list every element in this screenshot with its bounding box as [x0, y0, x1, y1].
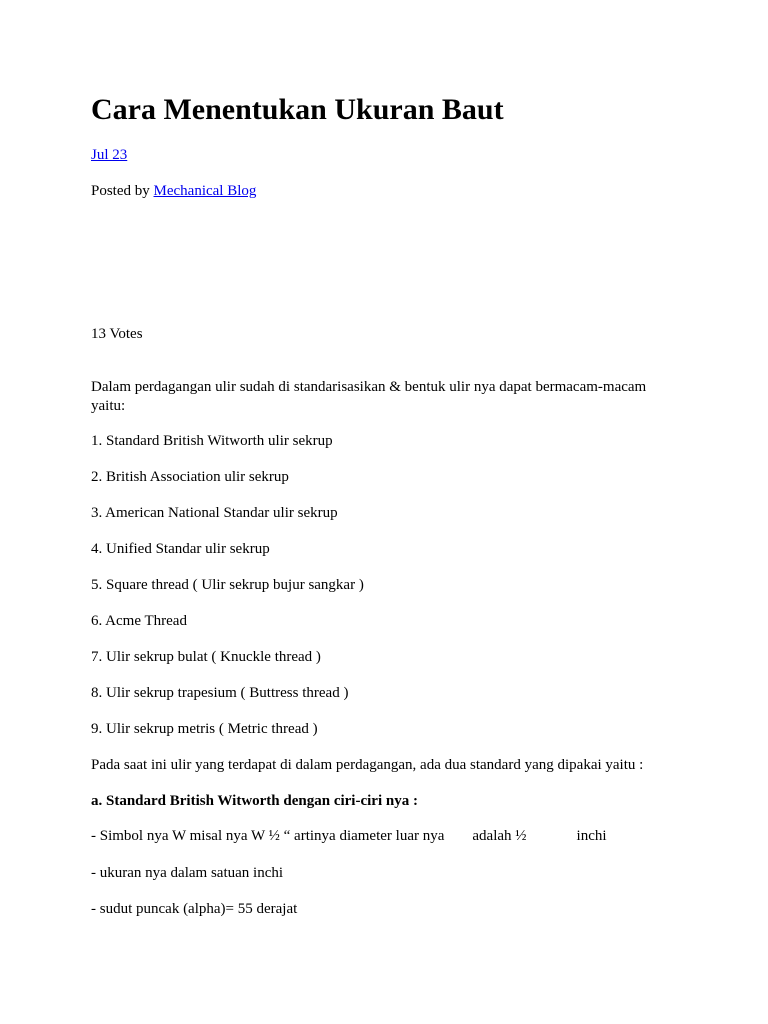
posted-by-label: Posted by — [91, 183, 150, 199]
author-link[interactable]: Mechanical Blog — [153, 183, 257, 199]
list-item: 1. Standard British Witworth ulir sekrup — [91, 433, 333, 449]
unit-line: - ukuran nya dalam satuan inchi — [91, 865, 284, 881]
date-link[interactable]: Jul 23 — [91, 147, 128, 163]
list-item: 5. Square thread ( Ulir sekrup bujur sangkar ) — [91, 577, 364, 593]
list-item: 3. American National Standar ulir sekrup — [91, 505, 338, 521]
date-line — [91, 146, 127, 165]
symbol-unit: inchi — [576, 828, 607, 844]
list-item: 2. British Association ulir sekrup — [91, 469, 289, 485]
symbol-value: adalah ½ — [472, 828, 527, 844]
list-item: 7. Ulir sekrup bulat ( Knuckle thread ) — [91, 649, 321, 665]
list-item: 4. Unified Standar ulir sekrup — [91, 541, 270, 557]
intro-paragraph: Dalam perdagangan ulir sudah di standarisasikan & bentuk ulir nya dapat bermacam-macam yaitu: — [91, 379, 647, 414]
list-item: 6. Acme Thread — [91, 613, 187, 629]
article-title: Cara Menentukan Ukuran Baut — [91, 93, 504, 126]
posted-by-line — [91, 182, 256, 201]
list-item: 8. Ulir sekrup trapesium ( Buttress thread ) — [91, 685, 349, 701]
standards-intro: Pada saat ini ulir yang terdapat di dalam perdagangan, ada dua standard yang dipakai yaitu : — [91, 757, 644, 773]
section-heading: a. Standard British Witworth dengan ciri-ciri nya : — [91, 793, 418, 809]
angle-line: - sudut puncak (alpha)= 55 derajat — [91, 901, 298, 917]
symbol-line — [91, 827, 607, 846]
list-item: 9. Ulir sekrup metris ( Metric thread ) — [91, 721, 318, 737]
symbol-text: - Simbol nya W misal nya W ½ “ artinya diameter luar nya — [91, 828, 445, 844]
votes-count: 13 Votes — [91, 326, 143, 342]
